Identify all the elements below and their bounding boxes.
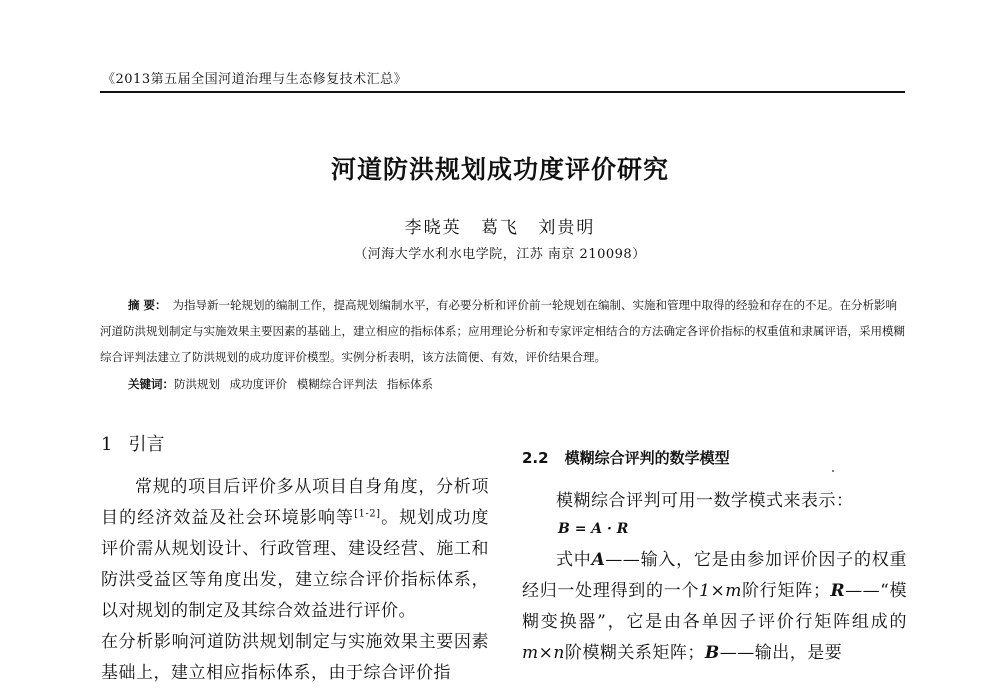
section-title: 引言 (128, 434, 165, 455)
paper-title: 河道防洪规划成功度评价研究 (330, 155, 669, 184)
subsection-heading (522, 447, 907, 468)
paragraph-text: 式中 (556, 550, 592, 570)
paragraph-text: 。规划成功度评价需从规划设计、行政管理、建设经营、施工和防洪受益区等角度出发，建立综合评价指标体系，以对规划的制定及其综合效益进行评价。 (101, 508, 490, 621)
scan-speck (832, 470, 834, 472)
keywords-text: 防洪规划 成功度评价 模糊综合评判法 指标体系 (174, 377, 433, 391)
subsection-title: 模糊综合评判的数学模型 (564, 449, 730, 467)
abstract (100, 292, 905, 370)
left-column (101, 430, 489, 689)
symbol-r: R (830, 581, 846, 601)
subsection-number: 2.2 (522, 449, 549, 467)
section-number: 1 (101, 434, 113, 455)
affiliation: （河海大学水利水电学院，江苏 南京 210098） (354, 247, 646, 262)
paragraph-text: 阶行矩阵； (741, 581, 831, 601)
paragraph-text: 阶模糊关系矩阵； (564, 643, 705, 663)
right-column (522, 447, 907, 669)
symbol-b: B (704, 643, 720, 663)
body-paragraph (101, 472, 489, 627)
matrix-dimension: 1×m (699, 581, 742, 601)
running-head: 《2013第五届全国河道治理与生态修复技术汇总》 (102, 72, 408, 87)
formula: B = A · R (558, 521, 629, 537)
paragraph-text: 常规的项目后评价多从项目自身角度，分析项目的经济效益及社会环境影响等 (101, 477, 489, 528)
section-heading (101, 430, 489, 456)
citation: [1-2] (354, 508, 381, 520)
authors: 李晓英 葛飞 刘贵明 (404, 218, 596, 238)
body-paragraph (522, 545, 907, 669)
paragraph-text: ——输入，它是由参加评价因子的权重经归一处理得到的一个 (522, 550, 908, 601)
paragraph-text: ——“模糊变换器”，它是由各单因子评价行矩阵组成的 (522, 581, 908, 632)
body-line: 模糊综合评判可用一数学模式来表示： (556, 491, 854, 511)
matrix-dimension: m×n (522, 643, 565, 663)
abstract-label: 摘 要： (128, 298, 167, 312)
keywords (128, 376, 433, 392)
keywords-label: 关键词： (128, 377, 174, 391)
symbol-a: A (591, 550, 606, 570)
abstract-text: 为指导新一轮规划的编制工作，提高规划编制水平，有必要分析和评价前一轮规划在编制、实施和管理中取得的经验和存在的不足。在分析影响河道防洪规划制定与实施效果主要因素的基础上，建立相应的指标体系；应用理论分析和专家评定相结合的方法确定各评价指标的权重值和隶属评语，采用模糊综合评判法建立了防洪规划的成功度评价模型。实例分析表明，该方法简便、有效，评价结果合理。 (100, 298, 905, 364)
paragraph-text: 在分析影响河道防洪规划制定与实施效果主要因素基础上，建立相应指标体系，由于综合评价指 (101, 632, 489, 683)
paragraph-text: ——输出，是要 (719, 643, 843, 663)
header-rule (100, 91, 905, 93)
